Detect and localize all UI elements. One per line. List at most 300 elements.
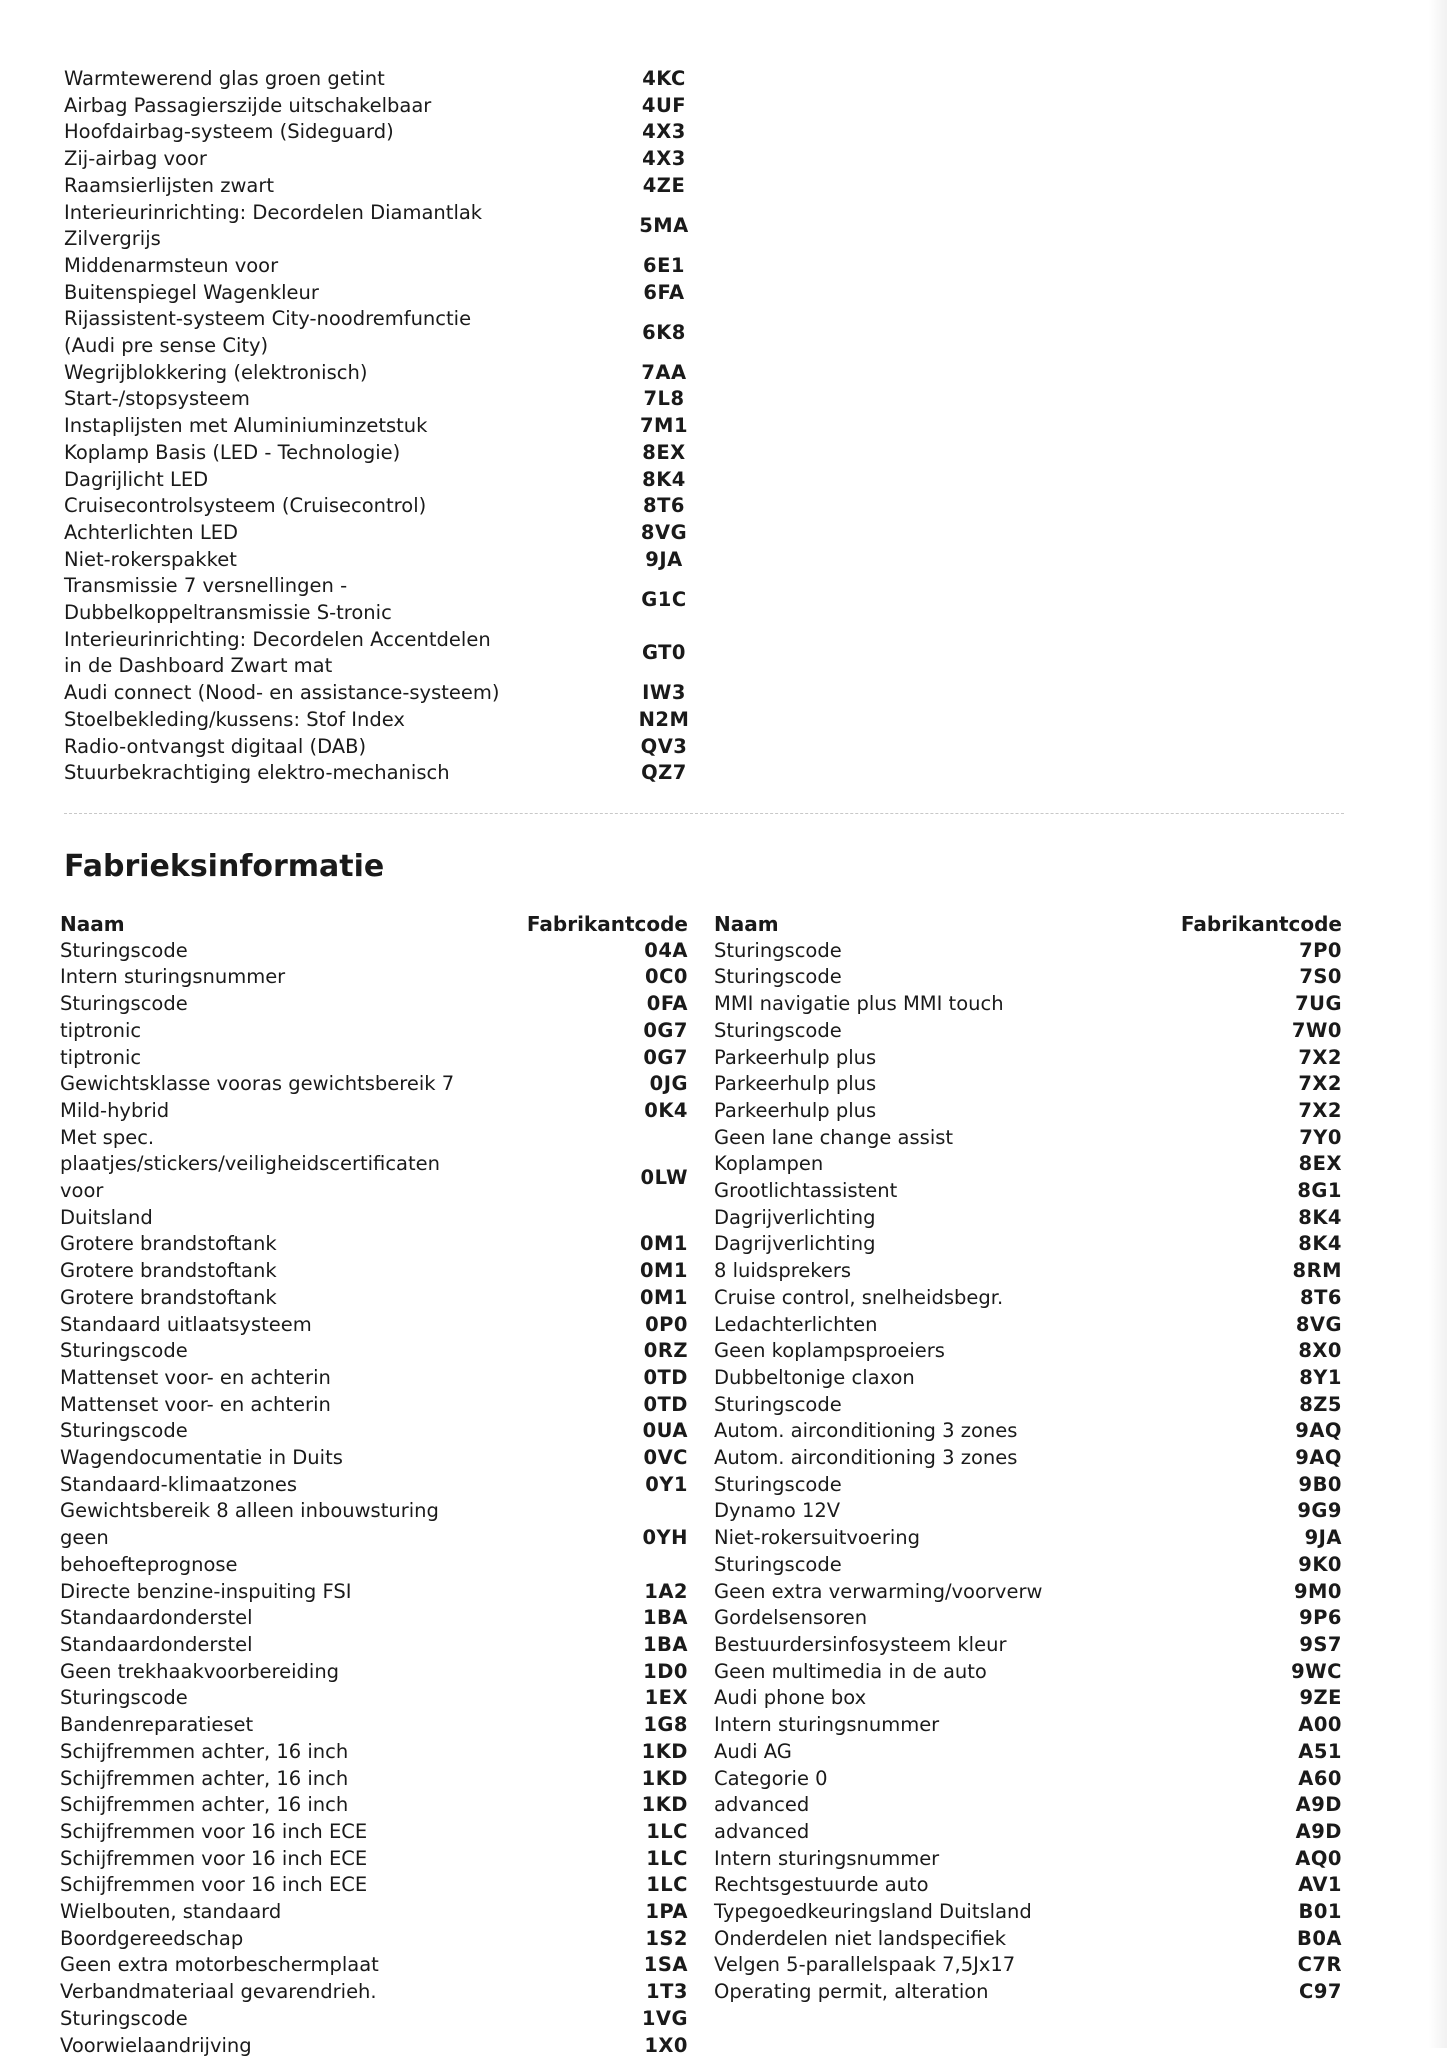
- factory-row-code: 8K4: [1298, 1232, 1342, 1256]
- factory-row-code: 7P0: [1299, 938, 1342, 962]
- factory-row: [60, 1472, 688, 1499]
- factory-row-label: Rechtsgestuurde auto: [714, 1873, 929, 1897]
- factory-row: [714, 1231, 1342, 1258]
- factory-row: [60, 938, 688, 965]
- factory-row-label: Gewichtsklasse vooras gewichtsbereik 7: [60, 1072, 455, 1096]
- factory-row-label: Gordelsensoren: [714, 1606, 868, 1630]
- option-row-code: 7L8: [643, 387, 685, 411]
- factory-row-label: Schijfremmen voor 16 inch ECE: [60, 1819, 368, 1843]
- option-row-label: Middenarmsteun voor: [64, 253, 279, 277]
- factory-row: [714, 1392, 1342, 1419]
- factory-row: [714, 1926, 1342, 1953]
- factory-row-label: Sturingscode: [60, 1339, 188, 1363]
- factory-row: [60, 1792, 688, 1819]
- factory-row-code: 0TD: [643, 1365, 688, 1389]
- factory-row-label: Sturingscode: [60, 2006, 188, 2030]
- factory-row-code: 8Z5: [1299, 1392, 1342, 1416]
- factory-row-label: Intern sturingsnummer: [60, 965, 286, 989]
- factory-row: [60, 1979, 688, 2006]
- factory-row-code: C97: [1299, 1980, 1342, 2004]
- option-row-code: 5MA: [639, 213, 689, 237]
- factory-row-code: 9P6: [1299, 1606, 1342, 1630]
- factory-row: [714, 1178, 1342, 1205]
- factory-row-code: 7X2: [1298, 1098, 1342, 1122]
- option-row: [64, 627, 704, 680]
- option-row: [64, 146, 704, 173]
- option-row: [64, 280, 704, 307]
- factory-row-label: Sturingscode: [714, 1552, 842, 1576]
- factory-row: [714, 1071, 1342, 1098]
- factory-row-label: Autom. airconditioning 3 zones: [714, 1446, 1018, 1470]
- factory-row: [714, 1846, 1342, 1873]
- factory-row-label: Mattenset voor- en achterin: [60, 1365, 331, 1389]
- factory-row: [714, 1525, 1342, 1552]
- factory-row-label: MMI navigatie plus MMI touch: [714, 992, 1004, 1016]
- factory-row: [60, 991, 688, 1018]
- option-row-code: 9JA: [645, 547, 683, 571]
- factory-row-label: Grotere brandstoftank: [60, 1285, 277, 1309]
- factory-row-label: Koplampen: [714, 1152, 824, 1176]
- option-row-label: Interieurinrichting: Decordelen Accentdelen in de Dashboard Zwart mat: [64, 627, 491, 678]
- option-row-label: Radio-ontvangst digitaal (DAB): [64, 734, 367, 758]
- factory-row-code: A60: [1298, 1766, 1342, 1790]
- factory-row: [714, 1579, 1342, 1606]
- option-row: [64, 173, 704, 200]
- factory-row-code: 0G7: [643, 1045, 688, 1069]
- factory-row-label: Met spec. plaatjes/stickers/veiligheidscertificaten voor Duitsland: [60, 1125, 441, 1229]
- factory-row-code: 9S7: [1299, 1632, 1342, 1656]
- factory-row-label: Verbandmateriaal gevarendrieh.: [60, 1980, 377, 2004]
- factory-row: [714, 1312, 1342, 1339]
- factory-row-code: 0G7: [643, 1018, 688, 1042]
- option-row-code: 7AA: [641, 360, 687, 384]
- option-row-label: Achterlichten LED: [64, 520, 239, 544]
- factory-row-label: Parkeerhulp plus: [714, 1045, 877, 1069]
- section-title: Fabrieksinformatie: [64, 849, 385, 884]
- factory-row: [60, 1498, 688, 1578]
- factory-row-label: Dubbeltonige claxon: [714, 1365, 915, 1389]
- factory-row-code: 9M0: [1293, 1579, 1342, 1603]
- option-row-code: 4UF: [641, 93, 687, 117]
- factory-row: [714, 1258, 1342, 1285]
- factory-row-label: Onderdelen niet landspecifiek: [714, 1926, 1007, 1950]
- factory-row-code: 9JA: [1304, 1526, 1342, 1550]
- factory-row: [60, 1071, 688, 1098]
- factory-row-label: Sturingscode: [714, 1472, 842, 1496]
- factory-row-label: Sturingscode: [60, 938, 188, 962]
- factory-row-code: 04A: [644, 938, 688, 962]
- factory-row-label: Geen extra motorbeschermplaat: [60, 1953, 379, 1977]
- factory-row-label: Wielbouten, standaard: [60, 1900, 282, 1924]
- factory-row: [60, 1312, 688, 1339]
- factory-row: [60, 1685, 688, 1712]
- factory-row-label: Geen multimedia in de auto: [714, 1659, 987, 1683]
- factory-row: [714, 1685, 1342, 1712]
- factory-row-code: 0C0: [645, 965, 688, 989]
- factory-row: [60, 1231, 688, 1258]
- factory-row: [60, 1285, 688, 1312]
- factory-row-label: Standaard-klimaatzones: [60, 1472, 298, 1496]
- factory-table-right: [714, 911, 1342, 2006]
- factory-row-code: 9B0: [1298, 1472, 1342, 1496]
- factory-row-label: Boordgereedschap: [60, 1926, 244, 1950]
- option-row-code: 7M1: [639, 414, 689, 438]
- factory-row: [60, 1632, 688, 1659]
- factory-row: [714, 1872, 1342, 1899]
- option-row: [64, 66, 704, 93]
- section-divider: [64, 813, 1344, 814]
- factory-row: [60, 1899, 688, 1926]
- factory-row: [714, 1952, 1342, 1979]
- option-row-label: Koplamp Basis (LED - Technologie): [64, 440, 401, 464]
- factory-row-label: Sturingscode: [714, 938, 842, 962]
- option-row: [64, 119, 704, 146]
- options-table: [64, 66, 704, 787]
- option-row: [64, 520, 704, 547]
- factory-row-code: 1PA: [645, 1900, 688, 1924]
- option-row: [64, 547, 704, 574]
- factory-row-label: Ledachterlichten: [714, 1312, 878, 1336]
- factory-row-code: 9K0: [1298, 1552, 1342, 1576]
- factory-row: [714, 1018, 1342, 1045]
- factory-row: [60, 1952, 688, 1979]
- factory-row-code: 7X2: [1298, 1072, 1342, 1096]
- factory-row-label: Bandenreparatieset: [60, 1713, 254, 1737]
- factory-row: [60, 964, 688, 991]
- factory-row: [60, 1659, 688, 1686]
- option-row-code: 6K8: [642, 320, 686, 344]
- factory-row-code: 1T3: [646, 1980, 688, 2004]
- factory-row-code: 8EX: [1298, 1152, 1342, 1176]
- factory-row-label: Mattenset voor- en achterin: [60, 1392, 331, 1416]
- factory-row-label: Standaard uitlaatsysteem: [60, 1312, 312, 1336]
- option-row-code: 8K4: [642, 467, 686, 491]
- factory-row-code: 7X2: [1298, 1045, 1342, 1069]
- factory-row: [60, 1739, 688, 1766]
- factory-row-code: 0M1: [639, 1259, 688, 1283]
- header-code: Fabrikantcode: [526, 912, 688, 936]
- option-row-label: Instaplijsten met Aluminiuminzetstuk: [64, 414, 428, 438]
- factory-row-code: 0YH: [642, 1526, 688, 1550]
- factory-row-code: 8G1: [1297, 1179, 1342, 1203]
- factory-row: [714, 1819, 1342, 1846]
- factory-row-code: 1G8: [643, 1713, 688, 1737]
- option-row-code: 6FA: [643, 280, 685, 304]
- factory-row: [60, 1018, 688, 1045]
- factory-row-label: Wagendocumentatie in Duits: [60, 1446, 343, 1470]
- factory-row-code: 7Y0: [1299, 1125, 1342, 1149]
- factory-row-code: A51: [1298, 1739, 1342, 1763]
- factory-row: [60, 1819, 688, 1846]
- factory-row: [714, 1365, 1342, 1392]
- option-row-code: 4X3: [642, 147, 686, 171]
- factory-row-code: 9G9: [1297, 1499, 1342, 1523]
- factory-row-label: Directe benzine-inspuiting FSI: [60, 1579, 352, 1603]
- factory-row: [60, 1098, 688, 1125]
- factory-row-label: Schijfremmen achter, 16 inch: [60, 1793, 349, 1817]
- factory-row-code: 0P0: [645, 1312, 688, 1336]
- factory-row: [60, 1365, 688, 1392]
- option-row-label: Warmtewerend glas groen getint: [64, 67, 385, 90]
- factory-row-code: 8RM: [1292, 1259, 1342, 1283]
- factory-row-label: tiptronic: [60, 1018, 142, 1042]
- factory-row-code: 0M1: [639, 1285, 688, 1309]
- factory-row-code: AV1: [1298, 1873, 1342, 1897]
- factory-row-code: 0M1: [639, 1232, 688, 1256]
- factory-row-label: Dagrijverlichting: [714, 1232, 876, 1256]
- factory-row: [714, 1552, 1342, 1579]
- factory-row-code: 8T6: [1300, 1285, 1342, 1309]
- factory-row: [714, 1445, 1342, 1472]
- factory-row-label: Velgen 5-parallelspaak 7,5Jx17: [714, 1953, 1016, 1977]
- factory-row: [714, 1659, 1342, 1686]
- factory-row: [714, 1285, 1342, 1312]
- factory-row: [714, 1098, 1342, 1125]
- factory-row-label: advanced: [714, 1819, 810, 1843]
- option-row: [64, 467, 704, 494]
- option-row-code: 4KC: [642, 67, 686, 90]
- factory-row-label: Operating permit, alteration: [714, 1980, 989, 2004]
- factory-row: [714, 991, 1342, 1018]
- factory-row-label: Geen extra verwarming/voorverw: [714, 1579, 1043, 1603]
- factory-row: [60, 1579, 688, 1606]
- factory-row-label: Grootlichtassistent: [714, 1179, 898, 1203]
- factory-row-label: Schijfremmen voor 16 inch ECE: [60, 1846, 368, 1870]
- header-name: Naam: [60, 912, 125, 936]
- option-row: [64, 200, 704, 253]
- factory-row-label: Parkeerhulp plus: [714, 1072, 877, 1096]
- factory-row: [60, 1872, 688, 1899]
- factory-row-label: Sturingscode: [714, 1392, 842, 1416]
- option-row: [64, 734, 704, 761]
- factory-row: [714, 1766, 1342, 1793]
- option-row: [64, 413, 704, 440]
- factory-row: [714, 1498, 1342, 1525]
- factory-row: [714, 938, 1342, 965]
- factory-row: [714, 1125, 1342, 1152]
- factory-row: [714, 1472, 1342, 1499]
- factory-row-code: 9WC: [1291, 1659, 1342, 1683]
- factory-row: [60, 1258, 688, 1285]
- option-row-label: Niet-rokerspakket: [64, 547, 237, 571]
- option-row-label: Interieurinrichting: Decordelen Diamantlak Zilvergrijs: [64, 200, 483, 251]
- option-row-label: Stoelbekleding/kussens: Stof Index: [64, 707, 405, 731]
- factory-row-label: Dagrijverlichting: [714, 1205, 876, 1229]
- factory-row-label: Mild-hybrid: [60, 1098, 170, 1122]
- factory-row: [60, 1418, 688, 1445]
- factory-row-code: A00: [1298, 1713, 1342, 1737]
- factory-row-label: Schijfremmen achter, 16 inch: [60, 1766, 349, 1790]
- factory-row-code: 8VG: [1295, 1312, 1342, 1336]
- option-row-label: Audi connect (Nood- en assistance-systeem): [64, 681, 500, 705]
- option-row-label: Raamsierlijsten zwart: [64, 173, 275, 197]
- factory-row: [60, 1766, 688, 1793]
- factory-row-code: 0TD: [643, 1392, 688, 1416]
- option-row-label: Dagrijlicht LED: [64, 467, 209, 491]
- scan-edge: [1429, 0, 1447, 2048]
- option-row-code: G1C: [641, 587, 687, 611]
- option-row: [64, 360, 704, 387]
- factory-row-label: Geen trekhaakvoorbereiding: [60, 1659, 340, 1683]
- factory-row: [714, 1712, 1342, 1739]
- factory-row-label: Parkeerhulp plus: [714, 1098, 877, 1122]
- factory-row: [60, 1605, 688, 1632]
- option-row-code: GT0: [641, 641, 687, 665]
- option-row-label: Zij-airbag voor: [64, 147, 207, 171]
- factory-row-code: 1LC: [646, 1846, 688, 1870]
- factory-row: [714, 1792, 1342, 1819]
- factory-row-label: Sturingscode: [60, 1419, 188, 1443]
- option-row-code: IW3: [642, 681, 686, 705]
- option-row: [64, 680, 704, 707]
- factory-row-label: Sturingscode: [60, 1686, 188, 1710]
- option-row-code: 8VG: [640, 520, 688, 544]
- factory-row-code: 0K4: [644, 1098, 688, 1122]
- factory-row-code: 1A2: [644, 1579, 688, 1603]
- option-row-label: Stuurbekrachtiging elektro-mechanisch: [64, 761, 450, 785]
- header-code: Fabrikantcode: [1180, 912, 1342, 936]
- factory-row-label: tiptronic: [60, 1045, 142, 1069]
- factory-row: [714, 1151, 1342, 1178]
- factory-row-label: Cruise control, snelheidsbegr.: [714, 1285, 1004, 1309]
- factory-row: [60, 1338, 688, 1365]
- factory-row-code: 1LC: [646, 1819, 688, 1843]
- factory-row-code: 0VC: [643, 1446, 688, 1470]
- factory-row-code: 8K4: [1298, 1205, 1342, 1229]
- factory-row: [60, 1125, 688, 1232]
- factory-header-left: [60, 911, 688, 938]
- option-row-code: 8T6: [643, 494, 685, 518]
- factory-row-code: 0Y1: [645, 1472, 688, 1496]
- factory-row-label: Sturingscode: [714, 1018, 842, 1042]
- factory-row-label: Categorie 0: [714, 1766, 828, 1790]
- factory-row-code: 0FA: [646, 992, 688, 1016]
- option-row-code: QZ7: [641, 761, 687, 785]
- factory-row-label: Standaardonderstel: [60, 1606, 253, 1630]
- factory-row-label: Schijfremmen voor 16 inch ECE: [60, 1873, 368, 1897]
- factory-row-code: B01: [1298, 1900, 1342, 1924]
- factory-row-label: Audi AG: [714, 1739, 792, 1763]
- factory-row-code: 7UG: [1295, 992, 1342, 1016]
- factory-row-label: Typegoedkeuringsland Duitsland: [714, 1900, 1032, 1924]
- factory-row-code: 1KD: [641, 1766, 688, 1790]
- factory-row-label: Grotere brandstoftank: [60, 1259, 277, 1283]
- factory-row-label: Niet-rokersuitvoering: [714, 1526, 921, 1550]
- factory-row: [714, 1979, 1342, 2006]
- option-row-label: Airbag Passagierszijde uitschakelbaar: [64, 93, 432, 117]
- factory-row-code: 1SA: [643, 1953, 688, 1977]
- factory-row: [714, 1205, 1342, 1232]
- factory-row-code: 1BA: [642, 1632, 688, 1656]
- factory-row: [60, 1045, 688, 1072]
- factory-row-code: 1D0: [643, 1659, 688, 1683]
- factory-row-code: 1S2: [645, 1926, 688, 1950]
- factory-row-code: 9AQ: [1295, 1446, 1342, 1470]
- factory-row-label: Sturingscode: [714, 965, 842, 989]
- factory-row: [60, 1445, 688, 1472]
- factory-row-label: Autom. airconditioning 3 zones: [714, 1419, 1018, 1443]
- factory-row-label: Standaardonderstel: [60, 1632, 253, 1656]
- header-name: Naam: [714, 912, 779, 936]
- factory-table-left: [60, 911, 688, 2059]
- factory-row-code: 1KD: [641, 1793, 688, 1817]
- option-row-code: 6E1: [643, 253, 685, 277]
- factory-row-label: Bestuurdersinfosysteem kleur: [714, 1632, 1007, 1656]
- option-row: [64, 493, 704, 520]
- factory-row: [714, 1899, 1342, 1926]
- factory-row: [714, 964, 1342, 991]
- factory-row-code: 9AQ: [1295, 1419, 1342, 1443]
- option-row-label: Hoofdairbag-systeem (Sideguard): [64, 120, 394, 144]
- factory-row-label: Intern sturingsnummer: [714, 1846, 940, 1870]
- factory-row-code: 1X0: [644, 2033, 688, 2057]
- factory-row: [714, 1045, 1342, 1072]
- factory-row-label: Geen koplampsproeiers: [714, 1339, 945, 1363]
- option-row-code: N2M: [638, 707, 690, 731]
- factory-row-code: 1EX: [644, 1686, 688, 1710]
- factory-row: [714, 1605, 1342, 1632]
- factory-row-code: 1BA: [642, 1606, 688, 1630]
- factory-row-label: Schijfremmen achter, 16 inch: [60, 1739, 349, 1763]
- factory-row: [60, 2033, 688, 2059]
- factory-row-code: 7W0: [1291, 1018, 1342, 1042]
- factory-row-code: 8X0: [1298, 1339, 1342, 1363]
- factory-row: [60, 1846, 688, 1873]
- option-row: [64, 386, 704, 413]
- factory-row: [60, 1926, 688, 1953]
- option-row-label: Start-/stopsysteem: [64, 387, 250, 411]
- factory-row-code: 8Y1: [1299, 1365, 1342, 1389]
- option-row: [64, 440, 704, 467]
- factory-row-label: Intern sturingsnummer: [714, 1713, 940, 1737]
- factory-row-code: 1VG: [641, 2006, 688, 2030]
- factory-row-code: AQ0: [1295, 1846, 1342, 1870]
- factory-row: [60, 1712, 688, 1739]
- factory-row-code: 9ZE: [1299, 1686, 1342, 1710]
- factory-row-label: Geen lane change assist: [714, 1125, 954, 1149]
- factory-row-code: 0LW: [640, 1165, 688, 1189]
- factory-row: [60, 1392, 688, 1419]
- factory-row-code: 0RZ: [643, 1339, 688, 1363]
- option-row-label: Transmissie 7 versnellingen - Dubbelkoppeltransmissie S-tronic: [64, 574, 392, 625]
- factory-row-label: Audi phone box: [714, 1686, 867, 1710]
- option-row: [64, 573, 704, 626]
- factory-row: [60, 2006, 688, 2033]
- factory-row-code: B0A: [1296, 1926, 1342, 1950]
- factory-row-code: 1LC: [646, 1873, 688, 1897]
- factory-row-code: 1KD: [641, 1739, 688, 1763]
- option-row-code: 4X3: [642, 120, 686, 144]
- factory-row-label: Sturingscode: [60, 992, 188, 1016]
- factory-row-label: Grotere brandstoftank: [60, 1232, 277, 1256]
- factory-row-code: A9D: [1295, 1819, 1342, 1843]
- factory-row: [714, 1418, 1342, 1445]
- option-row-code: 4ZE: [642, 173, 686, 197]
- factory-row-label: advanced: [714, 1793, 810, 1817]
- factory-row-label: Dynamo 12V: [714, 1499, 841, 1523]
- factory-row-label: Gewichtsbereik 8 alleen inbouwsturing geen behoefteprognose: [60, 1499, 439, 1576]
- factory-row: [714, 1739, 1342, 1766]
- factory-row: [714, 1632, 1342, 1659]
- option-row-label: Rijassistent-systeem City-noodremfunctie (Audi pre sense City): [64, 307, 472, 358]
- option-row: [64, 93, 704, 120]
- factory-row-code: A9D: [1295, 1793, 1342, 1817]
- option-row: [64, 253, 704, 280]
- factory-header-right: [714, 911, 1342, 938]
- option-row-code: 8EX: [642, 440, 686, 464]
- factory-row-code: C7R: [1297, 1953, 1342, 1977]
- option-row-label: Cruisecontrolsysteem (Cruisecontrol): [64, 494, 427, 518]
